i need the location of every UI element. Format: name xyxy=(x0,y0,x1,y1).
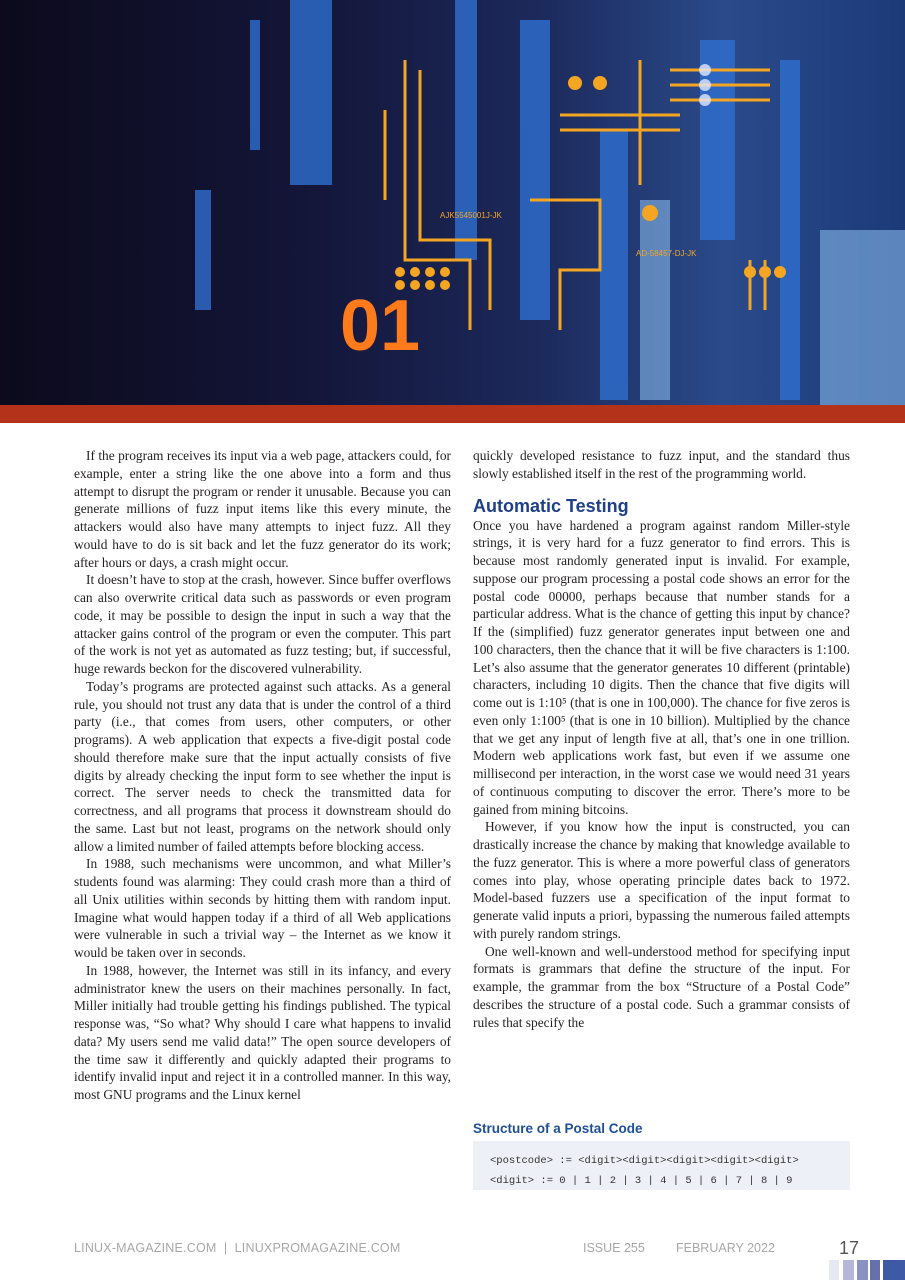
paragraph: In 1988, such mechanisms were uncommon, and what Miller’s students found was alarming: They could crash more than a third of all Unix utilities within seconds by hitting them with random input. Imagine what would happen today if a third of all Web applications were vulnerable in such a trivial way – the Internet as we know it would be taken over in seconds. xyxy=(74,856,451,960)
footer-issue: ISSUE 255 xyxy=(583,1241,645,1255)
page-number: 17 xyxy=(839,1238,860,1258)
paragraph: If the program receives its input via a web page, attackers could, for example, enter a string like the one above into a form and thus attempt to disrupt the program or render it unusable. Because you can generate millions of fuzz input items like this every minute, the attackers would also have many attempts to inject fuzz. All they would have to do is sit back and let the fuzz generator do its work; after hours or days, a crash might occur. xyxy=(74,448,451,570)
chip-label: AJK5545001J-JK xyxy=(440,211,502,220)
column-right xyxy=(473,447,850,1031)
decor-square xyxy=(870,1260,880,1280)
red-band xyxy=(0,405,905,423)
hero-image xyxy=(0,0,905,423)
logo-digits: 01 xyxy=(340,286,421,366)
code-line: <digit> := 0 | 1 | 2 | 3 | 4 | 5 | 6 | 7 | 8 | 9 xyxy=(490,1175,793,1187)
paragraph: However, if you know how the input is constructed, you can drastically increase the chance by making that knowledge available to the fuzz generator. This is where a more powerful class of generators comes into play, whose operating principle dates back to 1972. Model-based fuzzers use a specification of the input format to generate valid inputs a priori, bypassing the numerous failed attempts with purely random strings. xyxy=(473,819,850,941)
column-left xyxy=(74,447,451,1104)
paragraph: In 1988, however, the Internet was still in its infancy, and every administrator knew the users on their machines personally. In fact, Miller initially had trouble getting his findings published. The typical response was, “So what? Why should I care what happens to invalid data? My users send me valid data!” The open source developers of the time saw it differently and quickly adapted their programs to identify invalid input and reject it in a controlled manner. In this way, most GNU programs and the Linux kernel xyxy=(74,962,451,1102)
paragraph: quickly developed resistance to fuzz input, and the standard thus slowly established itself in the rest of the programming world. xyxy=(473,448,850,481)
code-line: <postcode> := <digit><digit><digit><digit><digit> xyxy=(490,1155,799,1167)
paragraph: Once you have hardened a program against random Miller-style strings, it is very hard for a fuzz generator to find errors. This is because most randomly generated input is invalid. For example, suppose our program processing a postal code shows an error for the postal code 00000, perhaps because that number stands for a particular address. What is the chance of getting this input by chance? If the (simplified) fuzz generator generates input between one and 100 characters, then the chance that it will be five characters is 1:100. Let’s also assume that the generator generates 10 different (printable) characters, including 10 digits. Then the chance that five digits will come out is 1:10⁵ (that is one in 100,000). The chance for five zeros is even only 1:100⁵ (that is one in 10 billion). Multiplied by the chance that we get any input of length five at all, that’s one in one trillion. Modern web applications work fast, but even if we assume one millisecond per interaction, in the worst case we would need 31 years of continuous computing to discover the error. There’s more to be gained from mining bitcoins. xyxy=(473,517,850,817)
footer-sites: LINUX-MAGAZINE.COM | LINUXPROMAGAZINE.COM xyxy=(74,1241,401,1255)
circuit-illustration xyxy=(0,0,905,423)
box-title: Structure of a Postal Code xyxy=(473,1121,643,1136)
paragraph: Today’s programs are protected against such attacks. As a general rule, you should not trust any data that is under the control of a third party (i.e., that comes from users, other computers, or other programs). A web application that expects a five-digit postal code should therefore make sure that the input actually consists of five digits by already checking the input form to see whether the input is correct. The server needs to check the transmitted data for correctness, and all programs that process it downstream should do the same. Last but not least, programs on the network should only allow a limited number of failed attempts before blocking access. xyxy=(74,678,451,854)
decor-square xyxy=(829,1260,839,1280)
decor-square xyxy=(857,1260,868,1280)
chip-label: AD-58457-DJ-JK xyxy=(636,249,697,258)
decor-square xyxy=(883,1260,905,1280)
footer-date: FEBRUARY 2022 xyxy=(676,1241,775,1255)
decor-square xyxy=(843,1260,854,1280)
code-box xyxy=(473,1141,850,1190)
paragraph: It doesn’t have to stop at the crash, however. Since buffer overflows can also overwrite critical data such as passwords or even program code, it may be possible to design the input in such a way that the attacker gains control of the program or even the computer. This part of the work is not yet as automated as fuzz testing; but, if successful, huge rewards beckon for the discovered vulnerability. xyxy=(74,572,451,676)
section-heading: Automatic Testing xyxy=(473,495,629,516)
paragraph: One well-known and well-understood method for specifying input formats is grammars that define the structure of the input. For example, the grammar from the box “Structure of a Postal Code” describes the structure of a postal code. Such a grammar consists of rules that specify the xyxy=(473,943,850,1030)
